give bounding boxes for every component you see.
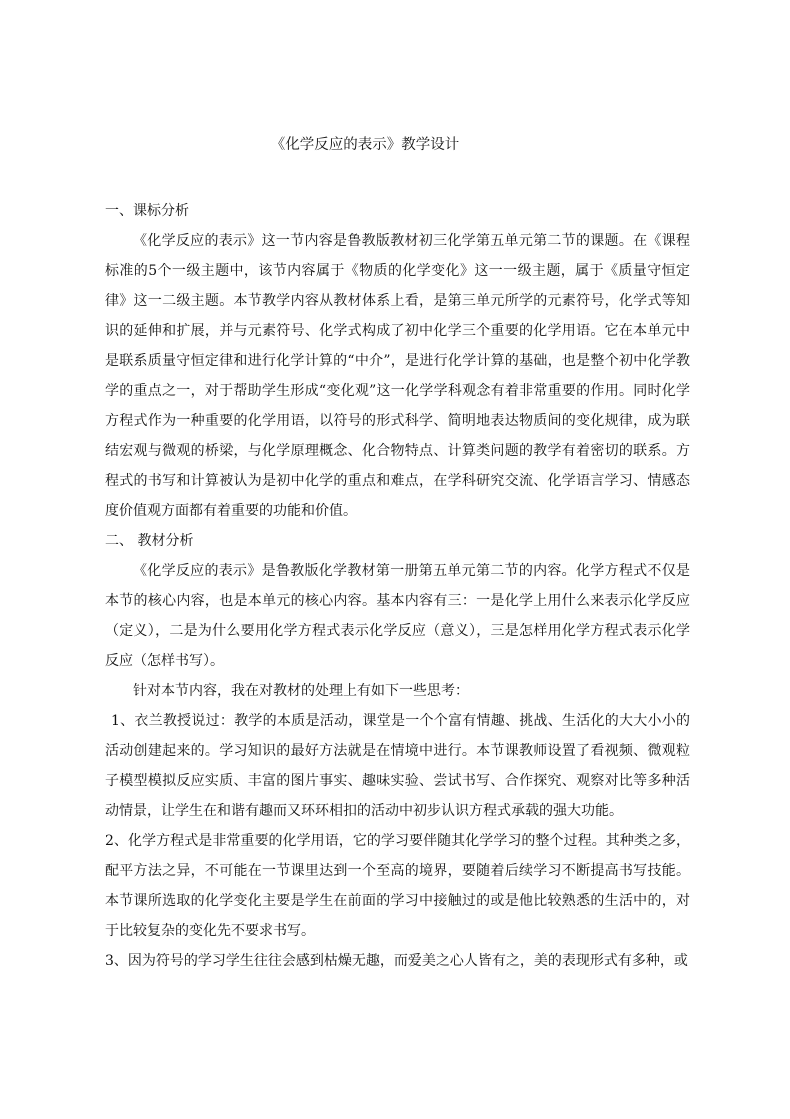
document-body (105, 196, 690, 976)
section-heading-textbook: 二、 教材分析 (105, 533, 194, 549)
paragraph-thoughts-intro: 针对本节内容，我在对教材的处理上有如下一些思考： (133, 683, 469, 699)
paragraph-textbook-analysis: 《化学反应的表示》是鲁教版化学教材第一册第五单元第二节的内容。化学方程式不仅是本节的核心内容，也是本单元的核心内容。基本内容有三：一是化学上用什么来表示化学反应（定义），二是为什么要用化学方程式表示化学反应（意义），三是怎样用化学方程式表示化学反应（怎样书写）。 (105, 563, 690, 669)
section-heading-curriculum: 一、课标分析 (105, 203, 189, 219)
list-item-1: 1、衣兰教授说过：教学的本质是活动，课堂是一个个富有情趣、挑战、生活化的大大小小的活动创建起来的。学习知识的最好方法就是在情境中进行。本节课教师设置了看视频、微观粒子模型模拟反应实质、丰富的图片事实、趣味实验、尝试书写、合作探究、观察对比等多种活动情景，让学生在和谐有趣而又环环相扣的活动中初步认识方程式承载的强大功能。 (105, 713, 690, 819)
paragraph-curriculum-analysis: 《化学反应的表示》这一节内容是鲁教版教材初三化学第五单元第二节的课题。在《课程标准的5个一级主题中，该节内容属于《物质的化学变化》这一一级主题，属于《质量守恒定律》这一二级主题。本节教学内容从教材体系上看，是第三单元所学的元素符号，化学式等知识的延伸和扩展，并与元素符号、化学式构成了初中化学三个重要的化学用语。它在本单元中是联系质量守恒定律和进行化学计算的“中介”，是进行化学计算的基础，也是整个初中化学教学的重点之一，对于帮助学生形成“变化观”这一化学学科观念有着非常重要的作用。同时化学方程式作为一种重要的化学用语，以符号的形式科学、简明地表达物质间的变化规律，成为联结宏观与微观的桥梁，与化学原理概念、化合物特点、计算类问题的教学有着密切的联系。方程式的书写和计算被认为是初中化学的重点和难点，在学科研究交流、化学语言学习、情感态度价值观方面都有着重要的功能和价值。 (105, 233, 690, 519)
document-title: 《化学反应的表示》教学设计 (270, 137, 460, 153)
list-item-3: 3、因为符号的学习学生往往会感到枯燥无趣，而爱美之心人皆有之，美的表现形式有多种，或 (105, 953, 688, 969)
list-item-2: 2、化学方程式是非常重要的化学用语，它的学习要伴随其化学学习的整个过程。其种类之多，配平方法之异，不可能在一节课里达到一个至高的境界，要随着后续学习不断提高书写技能。本节课所选取的化学变化主要是学生在前面的学习中接触过的或是他比较熟悉的生活中的，对于比较复杂的变化先不要求书写。 (105, 833, 690, 939)
